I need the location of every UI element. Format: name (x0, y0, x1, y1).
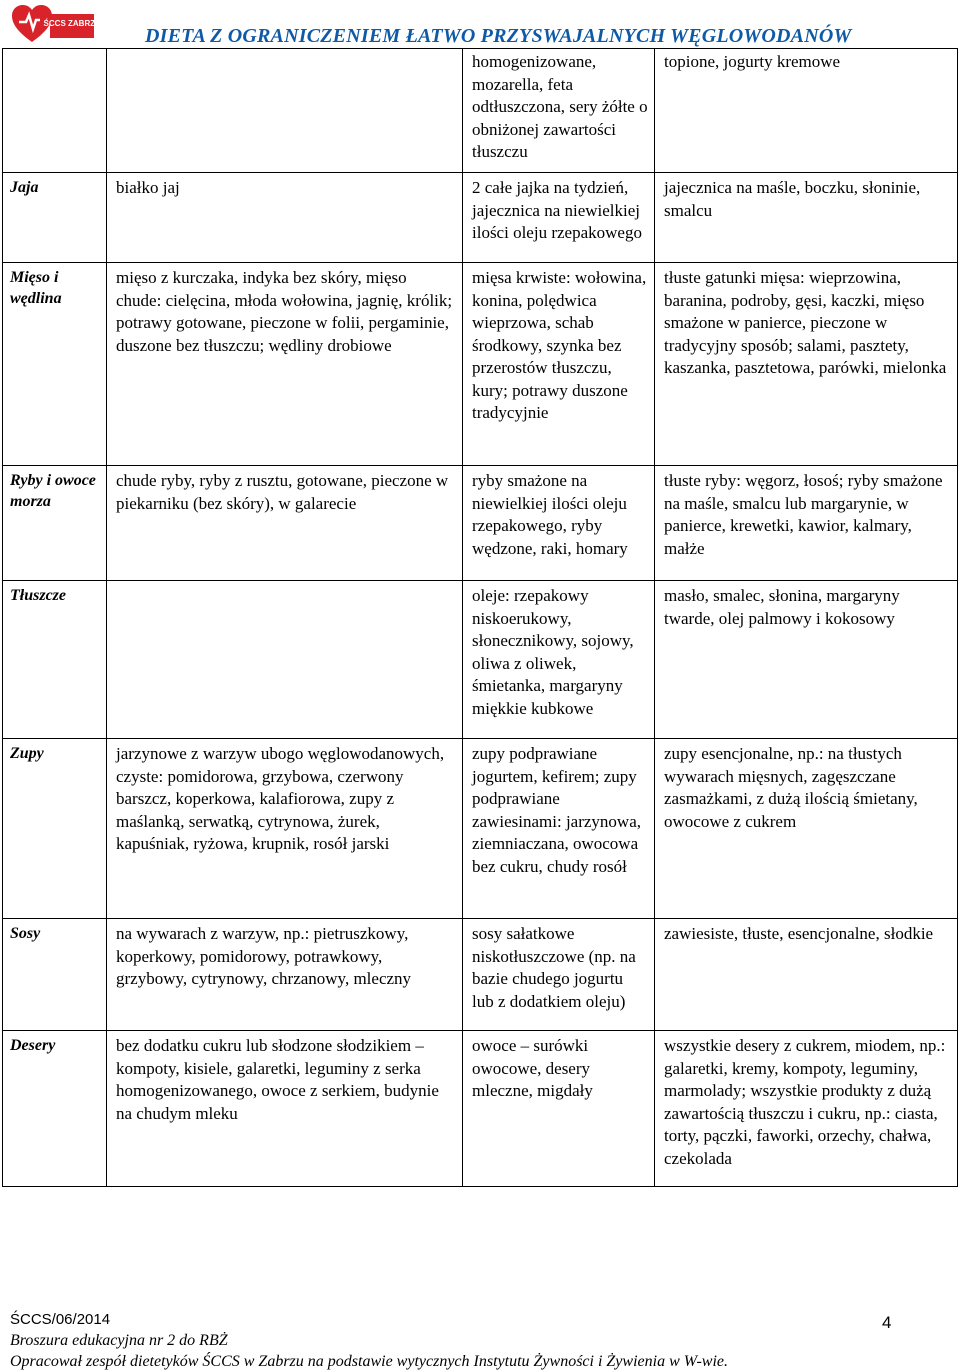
footer-brochure: Broszura edukacyjna nr 2 do RBŻ (10, 1332, 228, 1349)
limited-cell: oleje: rzepakowy niskoerukowy, słonecznikowy, sojowy, oliwa z oliwek, śmietanka, margaryny miękkie kubkowe (463, 581, 655, 739)
recommended-cell (107, 49, 463, 173)
table-row (3, 739, 958, 919)
logo-text: ŚCCS ZABRZE (43, 19, 96, 28)
recommended-cell: mięso z kurczaka, indyka bez skóry, mięso chude: cielęcina, młoda wołowina, jagnię, królik; potrawy gotowane, pieczone w folii, pergaminie, duszone bez tłuszczu; wędliny drobiowe (107, 263, 463, 466)
limited-cell: sosy sałatkowe niskotłuszczowe (np. na bazie chudego jogurtu lub z dodatkiem oleju) (463, 919, 655, 1031)
recommended-cell: bez dodatku cukru lub słodzone słodzikiem – kompoty, kisiele, galaretki, leguminy z serka homogenizowanego, owoce z serkiem, budynie na chudym mleku (107, 1031, 463, 1187)
limited-cell: ryby smażone na niewielkiej ilości oleju rzepakowego, ryby wędzone, raki, homary (463, 466, 655, 581)
limited-cell: 2 całe jajka na tydzień, jajecznica na niewielkiej ilości oleju rzepakowego (463, 173, 655, 263)
forbidden-cell: tłuste ryby: węgorz, łosoś; ryby smażone na maśle, smalcu lub margarynie, w panierce, krewetki, kawior, kalmary, małże (655, 466, 958, 581)
page-number: 4 (882, 1313, 892, 1332)
limited-cell: owoce – surówki owocowe, desery mleczne, migdały (463, 1031, 655, 1187)
logo (10, 4, 96, 44)
table-row (3, 263, 958, 466)
recommended-cell: jarzynowe z warzyw ubogo węglowodanowych, czyste: pomidorowa, grzybowa, czerwony barszcz, koperkowa, kalafiorowa, zupy z maślanką, serwatką, cytrynowa, żurek, kapuśniak, ryżowa, krupnik, rosół jarski (107, 739, 463, 919)
recommended-cell: na wywarach z warzyw, np.: pietruszkowy, koperkowy, pomidorowy, potrawkowy, grzybowy, cytrynowy, chrzanowy, mleczny (107, 919, 463, 1031)
recommended-cell (107, 581, 463, 739)
forbidden-cell: jajecznica na maśle, boczku, słoninie, smalcu (655, 173, 958, 263)
row-category: Ryby i owoce morza (3, 466, 107, 581)
row-category: Mięso i wędlina (3, 263, 107, 466)
footer-code: ŚCCS/06/2014 (10, 1311, 111, 1328)
forbidden-cell: zawiesiste, tłuste, esencjonalne, słodkie (655, 919, 958, 1031)
row-category: Sosy (3, 919, 107, 1031)
recommended-cell: białko jaj (107, 173, 463, 263)
row-category (3, 49, 107, 173)
row-category: Desery (3, 1031, 107, 1187)
table-row (3, 173, 958, 263)
table-row (3, 581, 958, 739)
limited-cell: homogenizowane, mozarella, feta odtłuszczona, sery żółte o obniżonej zawartości tłuszczu (463, 49, 655, 173)
table-row (3, 466, 958, 581)
footer-credits: Opracował zespół dietetyków ŚCCS w Zabrzu na podstawie wytycznych Instytutu Żywności i Żywienia w W-wie. (10, 1353, 729, 1370)
limited-cell: mięsa krwiste: wołowina, konina, polędwica wieprzowa, schab środkowy, szynka bez przerostów tłuszczu, kury; potrawy duszone tradycyjnie (463, 263, 655, 466)
forbidden-cell: wszystkie desery z cukrem, miodem, np.: galaretki, kremy, kompoty, leguminy, marmolady; wszystkie produkty z dużą zawartością tłuszczu i cukru, np.: ciasta, torty, pączki, faworki, orzechy, chałwa, czekolada (655, 1031, 958, 1187)
diet-table (2, 48, 958, 1187)
row-category: Jaja (3, 173, 107, 263)
forbidden-cell: tłuste gatunki mięsa: wieprzowina, baranina, podroby, gęsi, kaczki, mięso smażone w panierce, pieczone w tradycyjny sposób; salami, pasztety, kaszanka, pasztetowa, parówki, mielonka (655, 263, 958, 466)
table-row (3, 49, 958, 173)
limited-cell: zupy podprawiane jogurtem, kefirem; zupy podprawiane zawiesinami: jarzynowa, ziemniaczana, owocowa bez cukru, chudy rosół (463, 739, 655, 919)
recommended-cell: chude ryby, ryby z rusztu, gotowane, pieczone w piekarniku (bez skóry), w galarecie (107, 466, 463, 581)
row-category: Tłuszcze (3, 581, 107, 739)
forbidden-cell: topione, jogurty kremowe (655, 49, 958, 173)
header-title: DIETA Z OGRANICZENIEM ŁATWO PRZYSWAJALNYCH WĘGLOWODANÓW (145, 25, 852, 47)
forbidden-cell: masło, smalec, słonina, margaryny twarde, olej palmowy i kokosowy (655, 581, 958, 739)
heart-logo-icon (10, 4, 96, 44)
row-category: Zupy (3, 739, 107, 919)
forbidden-cell: zupy esencjonalne, np.: na tłustych wywarach mięsnych, zagęszczane zasmażkami, z dużą ilością śmietany, owocowe z cukrem (655, 739, 958, 919)
table-row (3, 1031, 958, 1187)
table-row (3, 919, 958, 1031)
